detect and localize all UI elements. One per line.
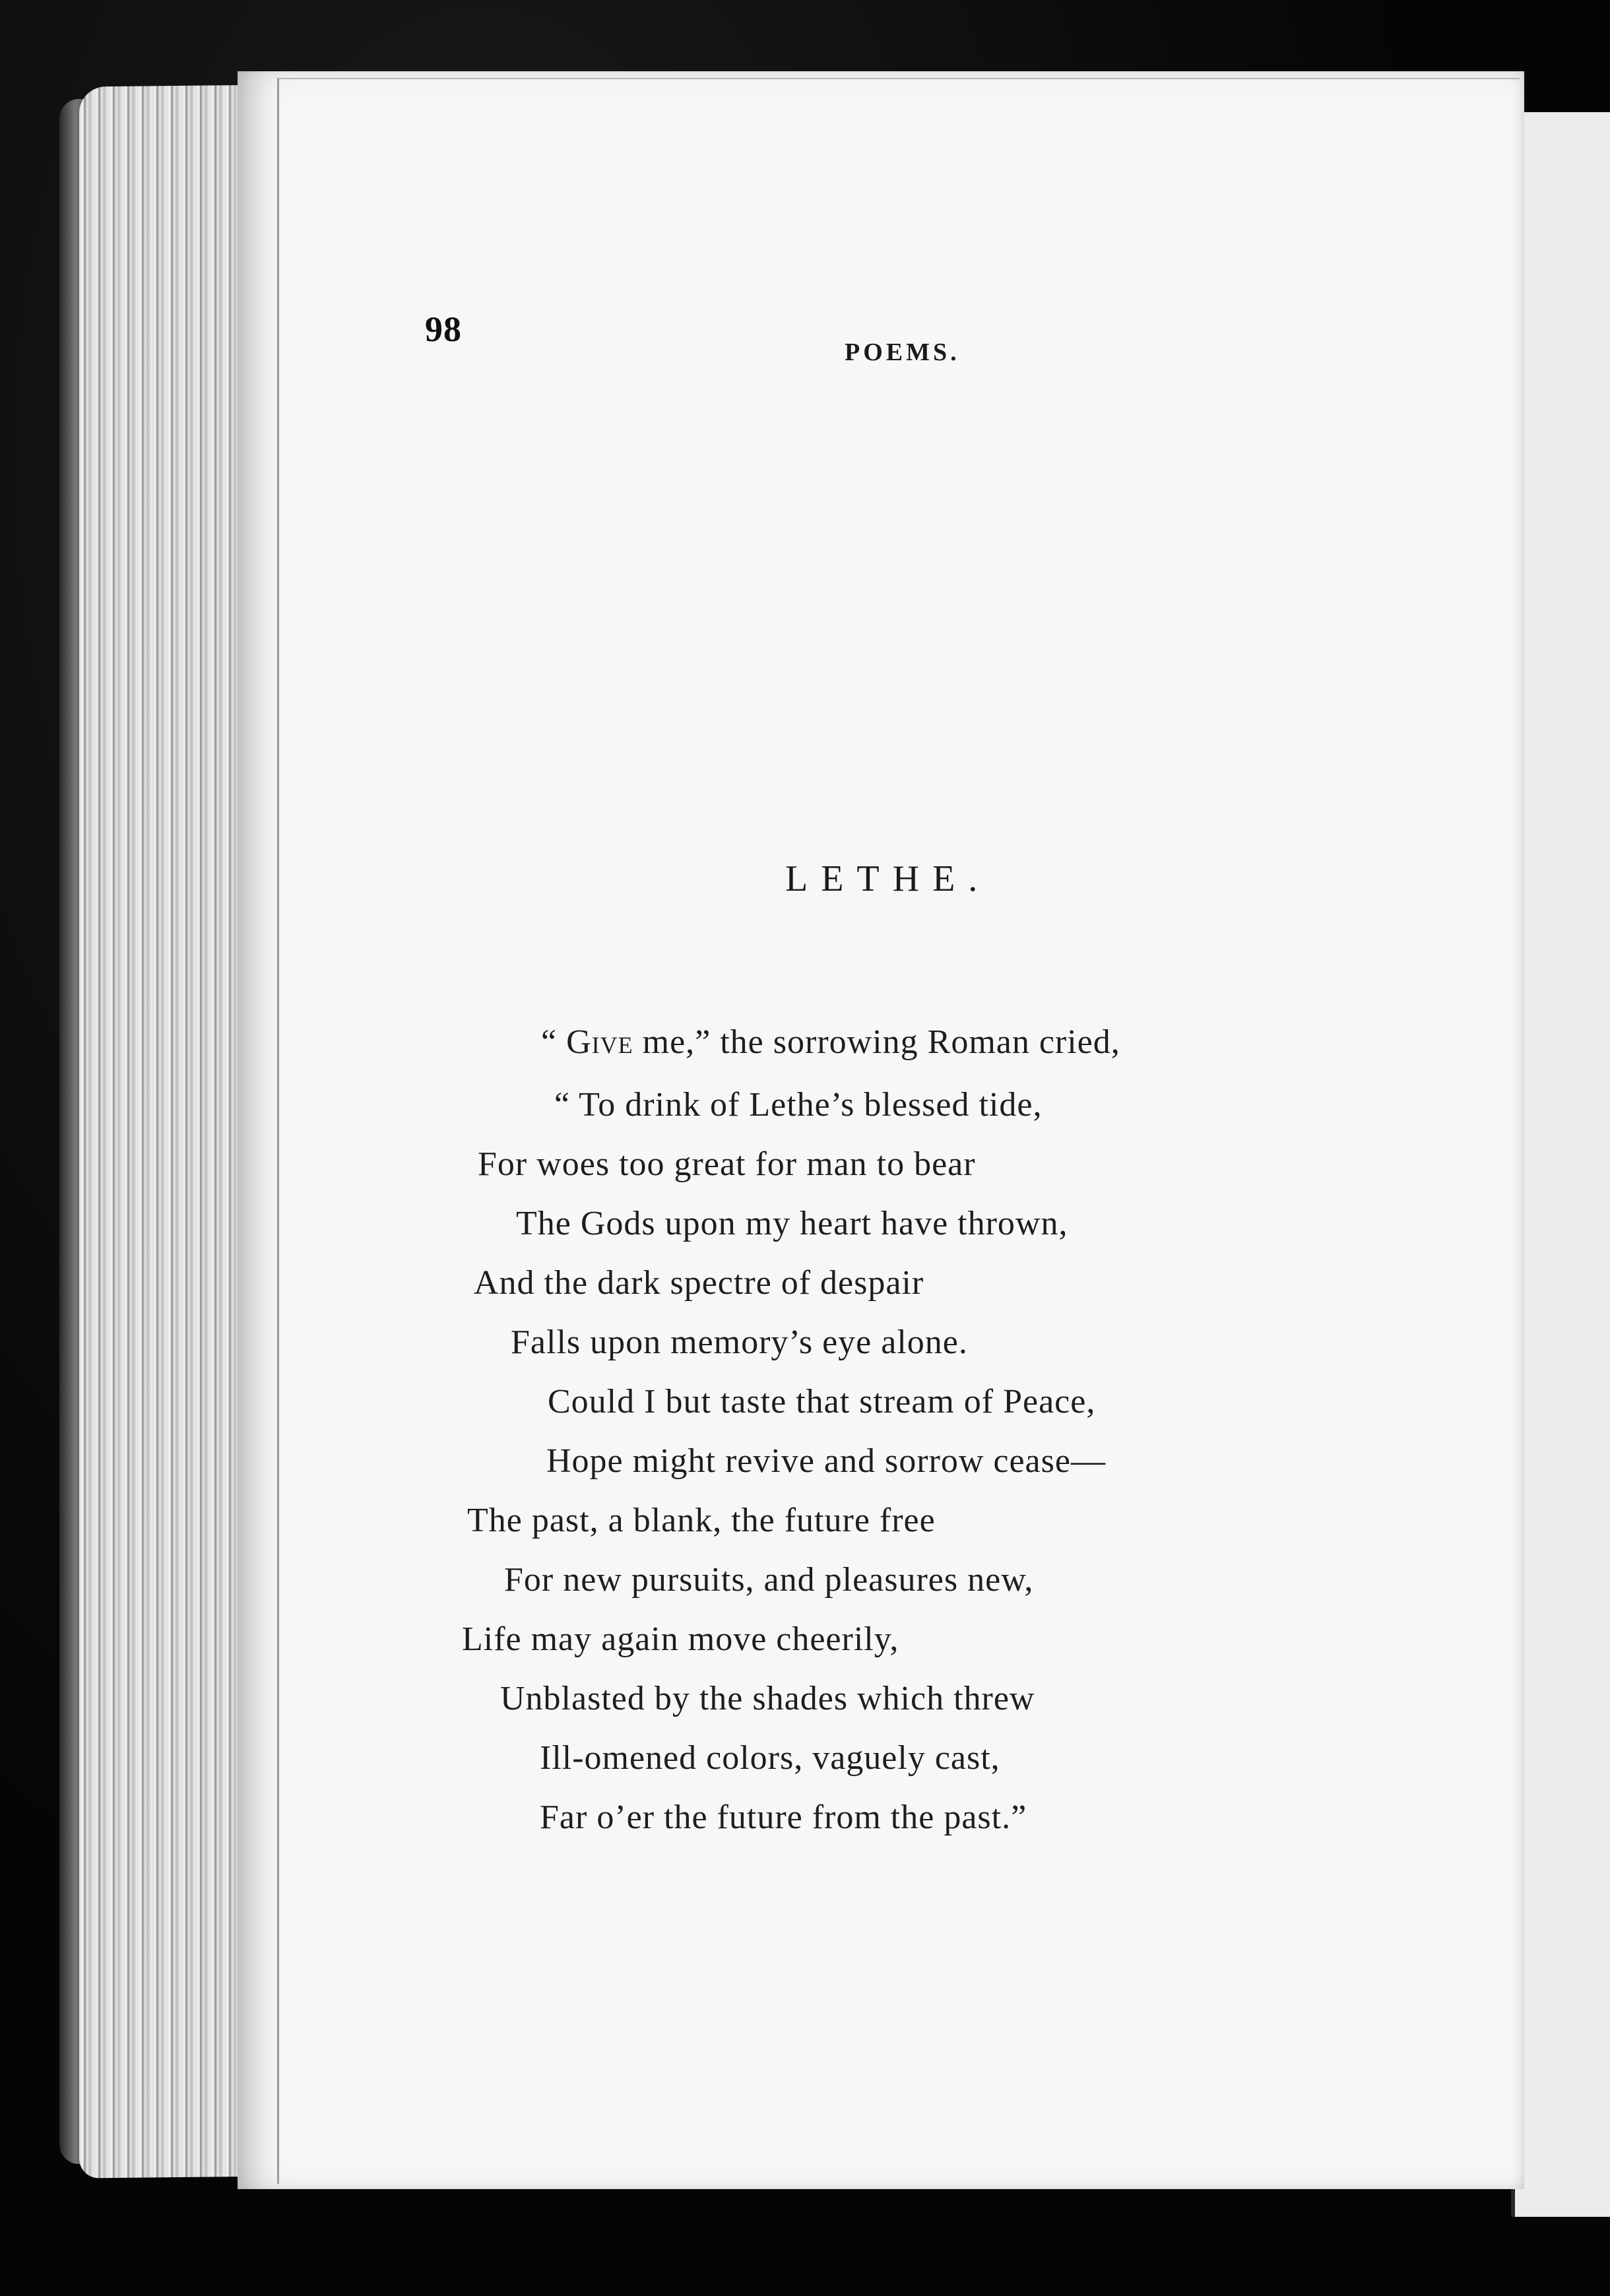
running-head: POEMS. — [845, 338, 960, 366]
line-rest: me,” the sorrowing Roman cried, — [633, 1023, 1120, 1061]
poem-line: “ To drink of Lethe’s blessed tide, — [554, 1086, 1043, 1124]
poem-line: Life may again move cheerily, — [462, 1620, 899, 1658]
poem-line: For woes too great for man to bear — [478, 1145, 976, 1183]
poem-line: Ill-omened colors, vaguely cast, — [540, 1739, 1000, 1777]
poem-line: For new pursuits, and pleasures new, — [504, 1561, 1034, 1599]
poem-line: Could I but taste that stream of Peace, — [548, 1383, 1096, 1420]
line-lead: “ — [541, 1023, 567, 1061]
poem-title: LETHE. — [785, 858, 991, 899]
line-smallcaps-word: Give — [566, 1023, 633, 1061]
poem-line: And the dark spectre of despair — [474, 1264, 924, 1302]
poem-line: The past, a blank, the future free — [467, 1502, 936, 1539]
poem-line — [541, 1023, 1120, 1062]
page-fold-shadow — [277, 78, 1520, 2184]
poem-line: Unblasted by the shades which threw — [500, 1680, 1035, 1717]
facing-page-edge — [1511, 112, 1610, 2217]
poem-line: Far o’er the future from the past.” — [540, 1799, 1027, 1836]
poem-line: The Gods upon my heart have thrown, — [516, 1205, 1068, 1242]
page-number: 98 — [425, 309, 462, 349]
poem-line: Hope might revive and sorrow cease— — [546, 1442, 1106, 1480]
poem-line: Falls upon memory’s eye alone. — [511, 1323, 968, 1361]
